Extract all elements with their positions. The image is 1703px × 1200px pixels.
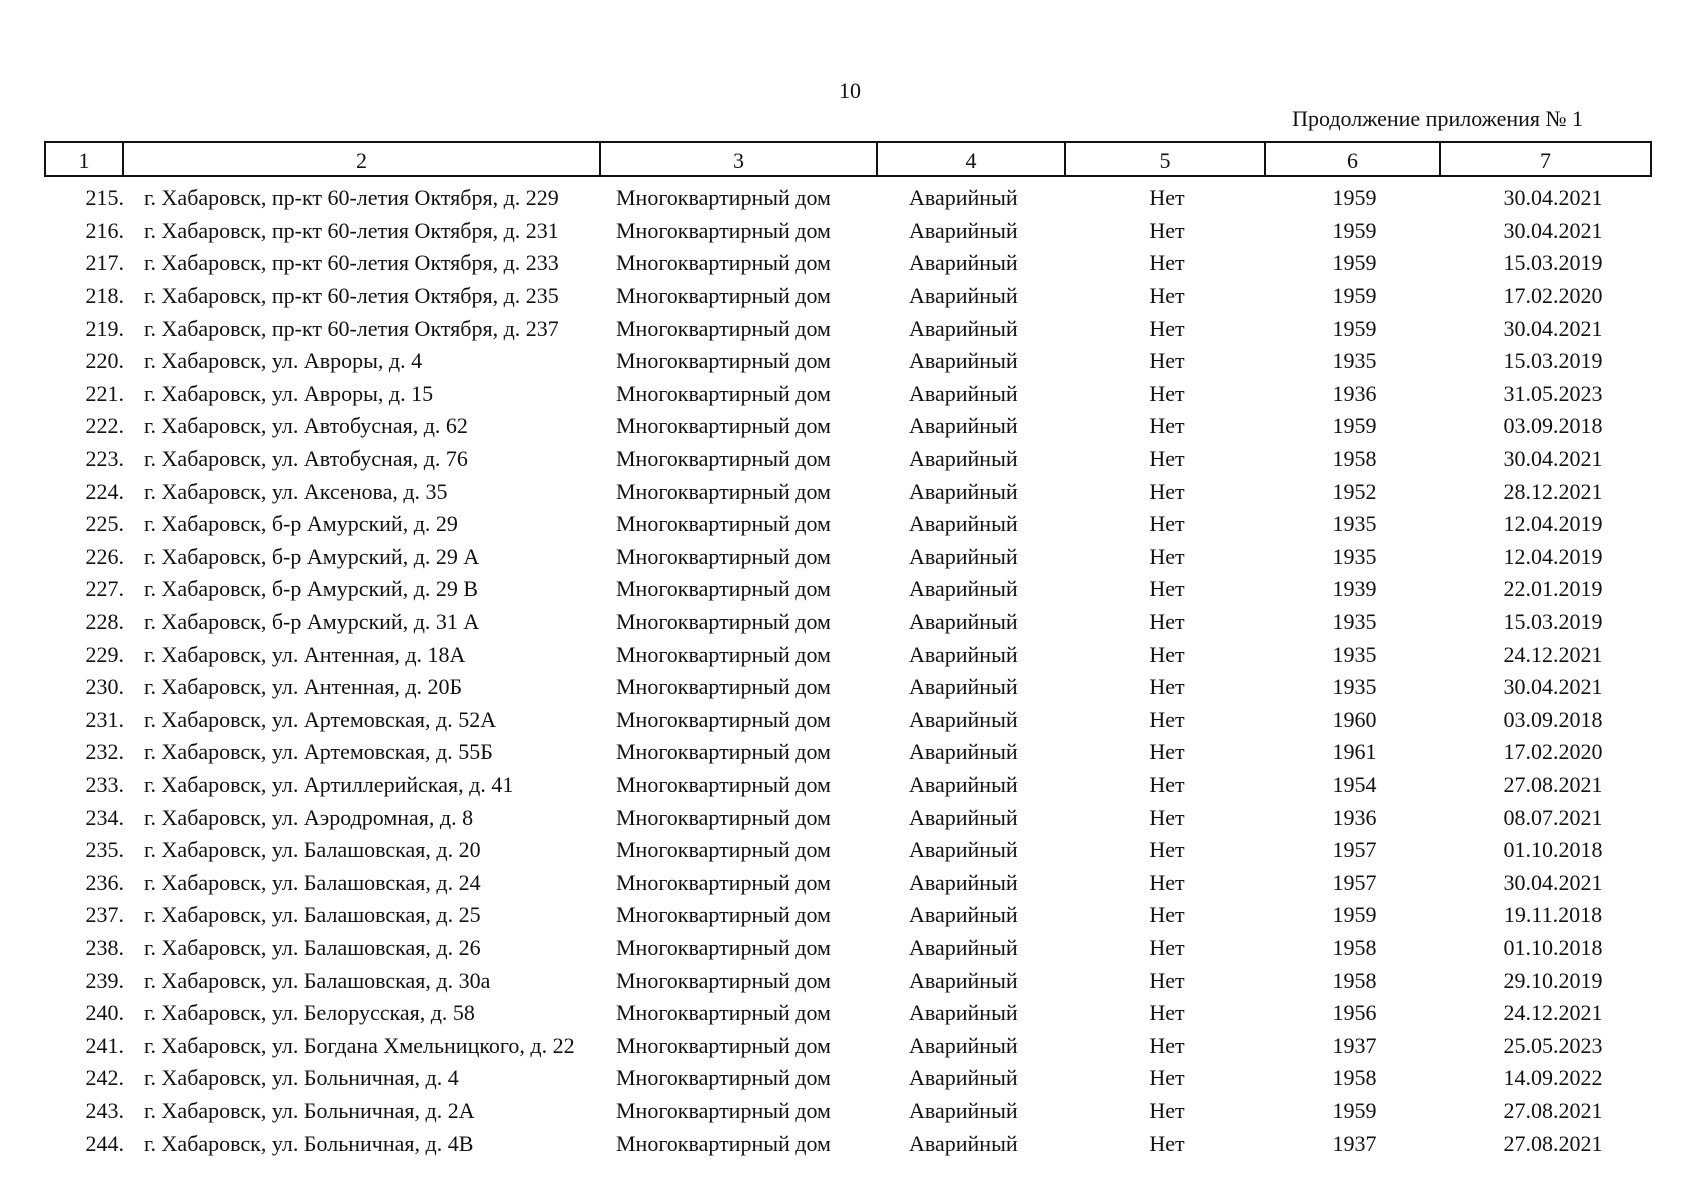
row-date: 31.05.2023 — [1503, 380, 1603, 406]
row-address: г. Хабаровск, ул. Аэродромная, д. 8 — [144, 804, 474, 830]
table-row — [44, 508, 1652, 541]
row-year: 1939 — [1332, 576, 1377, 602]
row-year: 1959 — [1332, 413, 1377, 439]
row-date: 28.12.2021 — [1503, 478, 1603, 504]
row-address: г. Хабаровск, ул. Автобусная, д. 76 — [144, 446, 468, 472]
table-row — [44, 736, 1652, 769]
row-type: Многоквартирный дом — [616, 609, 831, 635]
row-flag: Нет — [1149, 348, 1185, 374]
row-flag: Нет — [1149, 609, 1185, 635]
row-status: Аварийный — [909, 478, 1018, 504]
row-number: 230. — [85, 674, 124, 700]
row-number: 222. — [85, 413, 124, 439]
continuation-label: Продолжение приложения № 1 — [1292, 106, 1583, 131]
row-type: Многоквартирный дом — [616, 837, 831, 863]
row-type: Многоквартирный дом — [616, 1032, 831, 1058]
table-row — [44, 280, 1652, 313]
row-flag: Нет — [1149, 739, 1185, 765]
row-status: Аварийный — [909, 576, 1018, 602]
row-type: Многоквартирный дом — [616, 283, 831, 309]
row-number: 229. — [85, 641, 124, 667]
row-year: 1957 — [1332, 869, 1377, 895]
row-year: 1935 — [1332, 641, 1377, 667]
row-flag: Нет — [1149, 902, 1185, 928]
row-status: Аварийный — [909, 1000, 1018, 1026]
header-col-6: 6 — [1266, 143, 1441, 175]
row-address: г. Хабаровск, б-р Амурский, д. 29 — [144, 511, 458, 537]
row-address: г. Хабаровск, пр-кт 60-летия Октября, д. 233 — [144, 250, 559, 276]
row-address: г. Хабаровск, ул. Балашовская, д. 30а — [144, 967, 491, 993]
row-date: 17.02.2020 — [1503, 283, 1603, 309]
row-number: 241. — [85, 1032, 124, 1058]
row-status: Аварийный — [909, 511, 1018, 537]
row-date: 15.03.2019 — [1503, 250, 1603, 276]
row-type: Многоквартирный дом — [616, 250, 831, 276]
row-year: 1937 — [1332, 1032, 1377, 1058]
row-type: Многоквартирный дом — [616, 217, 831, 243]
table-row — [44, 378, 1652, 411]
row-number: 234. — [85, 804, 124, 830]
table-row — [44, 964, 1652, 997]
table-row — [44, 312, 1652, 345]
row-number: 242. — [85, 1065, 124, 1091]
row-status: Аварийный — [909, 217, 1018, 243]
header-col-1: 1 — [46, 143, 124, 175]
row-flag: Нет — [1149, 250, 1185, 276]
row-status: Аварийный — [909, 315, 1018, 341]
row-date: 27.08.2021 — [1503, 1130, 1603, 1156]
header-col-4: 4 — [878, 143, 1066, 175]
row-date: 27.08.2021 — [1503, 1097, 1603, 1123]
row-type: Многоквартирный дом — [616, 804, 831, 830]
row-number: 236. — [85, 869, 124, 895]
row-number: 243. — [85, 1097, 124, 1123]
table-row — [44, 1095, 1652, 1128]
row-type: Многоквартирный дом — [616, 1130, 831, 1156]
row-flag: Нет — [1149, 315, 1185, 341]
table-row — [44, 866, 1652, 899]
row-date: 14.09.2022 — [1503, 1065, 1603, 1091]
row-status: Аварийный — [909, 380, 1018, 406]
header-col-7: 7 — [1540, 148, 1551, 173]
row-date: 30.04.2021 — [1503, 315, 1603, 341]
row-address: г. Хабаровск, ул. Авроры, д. 15 — [144, 380, 434, 406]
row-flag: Нет — [1149, 804, 1185, 830]
row-number: 215. — [85, 185, 124, 211]
row-address: г. Хабаровск, б-р Амурский, д. 29 В — [144, 576, 479, 602]
table-row — [44, 541, 1652, 574]
row-status: Аварийный — [909, 609, 1018, 635]
row-date: 30.04.2021 — [1503, 185, 1603, 211]
row-type: Многоквартирный дом — [616, 576, 831, 602]
row-date: 25.05.2023 — [1503, 1032, 1603, 1058]
row-flag: Нет — [1149, 478, 1185, 504]
row-date: 03.09.2018 — [1503, 706, 1603, 732]
row-address: г. Хабаровск, пр-кт 60-летия Октября, д. 235 — [144, 283, 559, 309]
row-address: г. Хабаровск, ул. Аксенова, д. 35 — [144, 478, 448, 504]
row-flag: Нет — [1149, 967, 1185, 993]
row-type: Многоквартирный дом — [616, 478, 831, 504]
row-date: 01.10.2018 — [1503, 837, 1603, 863]
row-address: г. Хабаровск, пр-кт 60-летия Октября, д. 231 — [144, 217, 559, 243]
row-number: 220. — [85, 348, 124, 374]
row-number: 232. — [85, 739, 124, 765]
row-date: 17.02.2020 — [1503, 739, 1603, 765]
table-row — [44, 671, 1652, 704]
row-date: 30.04.2021 — [1503, 217, 1603, 243]
row-flag: Нет — [1149, 837, 1185, 863]
table-row — [44, 606, 1652, 639]
table-row — [44, 1062, 1652, 1095]
row-date: 29.10.2019 — [1503, 967, 1603, 993]
row-number: 231. — [85, 706, 124, 732]
row-date: 19.11.2018 — [1503, 902, 1603, 928]
row-number: 233. — [85, 771, 124, 797]
row-type: Многоквартирный дом — [616, 902, 831, 928]
row-address: г. Хабаровск, ул. Антенная, д. 20Б — [144, 674, 463, 700]
row-date: 24.12.2021 — [1503, 641, 1603, 667]
row-status: Аварийный — [909, 1130, 1018, 1156]
table-row — [44, 443, 1652, 476]
row-address: г. Хабаровск, ул. Балашовская, д. 26 — [144, 934, 481, 960]
row-address: г. Хабаровск, пр-кт 60-летия Октября, д. 237 — [144, 315, 559, 341]
header-col-3: 3 — [601, 143, 878, 175]
row-address: г. Хабаровск, ул. Больничная, д. 2А — [144, 1097, 475, 1123]
row-flag: Нет — [1149, 283, 1185, 309]
row-year: 1959 — [1332, 217, 1377, 243]
row-number: 216. — [85, 217, 124, 243]
row-number: 235. — [85, 837, 124, 863]
row-address: г. Хабаровск, ул. Антенная, д. 18А — [144, 641, 466, 667]
row-flag: Нет — [1149, 413, 1185, 439]
row-flag: Нет — [1149, 543, 1185, 569]
table-row — [44, 638, 1652, 671]
row-flag: Нет — [1149, 934, 1185, 960]
table-header — [44, 141, 1652, 177]
row-type: Многоквартирный дом — [616, 674, 831, 700]
row-type: Многоквартирный дом — [616, 641, 831, 667]
row-year: 1936 — [1332, 380, 1377, 406]
row-number: 224. — [85, 478, 124, 504]
row-status: Аварийный — [909, 250, 1018, 276]
row-type: Многоквартирный дом — [616, 1097, 831, 1123]
row-date: 12.04.2019 — [1503, 543, 1603, 569]
row-flag: Нет — [1149, 1032, 1185, 1058]
row-type: Многоквартирный дом — [616, 315, 831, 341]
row-status: Аварийный — [909, 902, 1018, 928]
row-address: г. Хабаровск, ул. Балашовская, д. 20 — [144, 837, 481, 863]
table-row — [44, 769, 1652, 802]
table-row — [44, 475, 1652, 508]
row-number: 217. — [85, 250, 124, 276]
row-flag: Нет — [1149, 446, 1185, 472]
row-year: 1958 — [1332, 1065, 1377, 1091]
row-year: 1959 — [1332, 250, 1377, 276]
row-year: 1959 — [1332, 1097, 1377, 1123]
row-number: 238. — [85, 934, 124, 960]
row-number: 218. — [85, 283, 124, 309]
row-year: 1956 — [1332, 1000, 1377, 1026]
row-date: 30.04.2021 — [1503, 674, 1603, 700]
row-year: 1960 — [1332, 706, 1377, 732]
row-status: Аварийный — [909, 706, 1018, 732]
table-row — [44, 215, 1652, 248]
table-row — [44, 182, 1652, 215]
row-address: г. Хабаровск, б-р Амурский, д. 31 А — [144, 609, 480, 635]
row-flag: Нет — [1149, 1130, 1185, 1156]
row-address: г. Хабаровск, б-р Амурский, д. 29 А — [144, 543, 480, 569]
row-flag: Нет — [1149, 869, 1185, 895]
row-status: Аварийный — [909, 967, 1018, 993]
table-row — [44, 247, 1652, 280]
row-year: 1935 — [1332, 609, 1377, 635]
row-number: 225. — [85, 511, 124, 537]
row-status: Аварийный — [909, 1032, 1018, 1058]
row-status: Аварийный — [909, 641, 1018, 667]
row-address: г. Хабаровск, ул. Авроры, д. 4 — [144, 348, 423, 374]
row-status: Аварийный — [909, 771, 1018, 797]
row-type: Многоквартирный дом — [616, 771, 831, 797]
row-year: 1959 — [1332, 902, 1377, 928]
row-date: 15.03.2019 — [1503, 348, 1603, 374]
row-year: 1959 — [1332, 185, 1377, 211]
row-flag: Нет — [1149, 706, 1185, 732]
row-type: Многоквартирный дом — [616, 869, 831, 895]
row-status: Аварийный — [909, 446, 1018, 472]
row-type: Многоквартирный дом — [616, 1065, 831, 1091]
row-type: Многоквартирный дом — [616, 380, 831, 406]
row-year: 1958 — [1332, 967, 1377, 993]
row-type: Многоквартирный дом — [616, 934, 831, 960]
row-status: Аварийный — [909, 413, 1018, 439]
row-number: 240. — [85, 1000, 124, 1026]
row-date: 01.10.2018 — [1503, 934, 1603, 960]
row-type: Многоквартирный дом — [616, 706, 831, 732]
row-status: Аварийный — [909, 185, 1018, 211]
row-flag: Нет — [1149, 641, 1185, 667]
row-status: Аварийный — [909, 934, 1018, 960]
header-col-2: 2 — [124, 143, 601, 175]
row-flag: Нет — [1149, 771, 1185, 797]
row-flag: Нет — [1149, 185, 1185, 211]
row-number: 219. — [85, 315, 124, 341]
row-status: Аварийный — [909, 869, 1018, 895]
row-date: 24.12.2021 — [1503, 1000, 1603, 1026]
row-date: 27.08.2021 — [1503, 771, 1603, 797]
row-address: г. Хабаровск, ул. Артемовская, д. 52А — [144, 706, 497, 732]
row-year: 1954 — [1332, 771, 1377, 797]
row-year: 1958 — [1332, 446, 1377, 472]
table-row — [44, 573, 1652, 606]
row-status: Аварийный — [909, 837, 1018, 863]
row-status: Аварийный — [909, 1065, 1018, 1091]
row-status: Аварийный — [909, 1097, 1018, 1123]
row-date: 03.09.2018 — [1503, 413, 1603, 439]
row-year: 1935 — [1332, 543, 1377, 569]
row-status: Аварийный — [909, 348, 1018, 374]
row-type: Многоквартирный дом — [616, 446, 831, 472]
row-year: 1935 — [1332, 674, 1377, 700]
row-address: г. Хабаровск, ул. Балашовская, д. 24 — [144, 869, 481, 895]
row-type: Многоквартирный дом — [616, 413, 831, 439]
table-row — [44, 899, 1652, 932]
row-date: 12.04.2019 — [1503, 511, 1603, 537]
table-row — [44, 1127, 1652, 1160]
row-address: г. Хабаровск, ул. Больничная, д. 4В — [144, 1130, 474, 1156]
row-address: г. Хабаровск, ул. Белорусская, д. 58 — [144, 1000, 475, 1026]
table-row — [44, 704, 1652, 737]
row-type: Многоквартирный дом — [616, 1000, 831, 1026]
row-date: 22.01.2019 — [1503, 576, 1603, 602]
row-address: г. Хабаровск, ул. Артемовская, д. 55Б — [144, 739, 493, 765]
row-number: 226. — [85, 543, 124, 569]
row-flag: Нет — [1149, 1097, 1185, 1123]
row-date: 15.03.2019 — [1503, 609, 1603, 635]
row-date: 30.04.2021 — [1503, 446, 1603, 472]
page-number: 10 — [839, 78, 861, 103]
row-number: 237. — [85, 902, 124, 928]
row-date: 08.07.2021 — [1503, 804, 1603, 830]
row-flag: Нет — [1149, 576, 1185, 602]
row-flag: Нет — [1149, 217, 1185, 243]
row-status: Аварийный — [909, 804, 1018, 830]
row-status: Аварийный — [909, 739, 1018, 765]
row-address: г. Хабаровск, ул. Артиллерийская, д. 41 — [144, 771, 514, 797]
row-type: Многоквартирный дом — [616, 543, 831, 569]
row-year: 1957 — [1332, 837, 1377, 863]
row-date: 30.04.2021 — [1503, 869, 1603, 895]
row-number: 244. — [85, 1130, 124, 1156]
row-status: Аварийный — [909, 543, 1018, 569]
row-year: 1961 — [1332, 739, 1377, 765]
table-row — [44, 932, 1652, 965]
row-flag: Нет — [1149, 380, 1185, 406]
row-type: Многоквартирный дом — [616, 348, 831, 374]
row-year: 1958 — [1332, 934, 1377, 960]
row-type: Многоквартирный дом — [616, 739, 831, 765]
row-year: 1959 — [1332, 283, 1377, 309]
row-number: 239. — [85, 967, 124, 993]
table-row — [44, 410, 1652, 443]
table-row — [44, 834, 1652, 867]
row-year: 1959 — [1332, 315, 1377, 341]
row-type: Многоквартирный дом — [616, 185, 831, 211]
row-year: 1935 — [1332, 511, 1377, 537]
row-type: Многоквартирный дом — [616, 511, 831, 537]
header-col-5: 5 — [1066, 143, 1266, 175]
row-flag: Нет — [1149, 674, 1185, 700]
row-address: г. Хабаровск, пр-кт 60-летия Октября, д. 229 — [144, 185, 559, 211]
row-address: г. Хабаровск, ул. Богдана Хмельницкого, д. 22 — [144, 1032, 575, 1058]
row-number: 223. — [85, 446, 124, 472]
row-status: Аварийный — [909, 283, 1018, 309]
table-row — [44, 1029, 1652, 1062]
row-year: 1936 — [1332, 804, 1377, 830]
table-row — [44, 345, 1652, 378]
table-body — [44, 182, 1652, 1160]
row-year: 1935 — [1332, 348, 1377, 374]
table-row — [44, 997, 1652, 1030]
row-number: 228. — [85, 609, 124, 635]
row-flag: Нет — [1149, 511, 1185, 537]
row-address: г. Хабаровск, ул. Автобусная, д. 62 — [144, 413, 468, 439]
row-year: 1952 — [1332, 478, 1377, 504]
row-address: г. Хабаровск, ул. Балашовская, д. 25 — [144, 902, 481, 928]
row-number: 227. — [85, 576, 124, 602]
row-type: Многоквартирный дом — [616, 967, 831, 993]
row-year: 1937 — [1332, 1130, 1377, 1156]
row-flag: Нет — [1149, 1000, 1185, 1026]
table-row — [44, 801, 1652, 834]
row-address: г. Хабаровск, ул. Больничная, д. 4 — [144, 1065, 459, 1091]
row-status: Аварийный — [909, 674, 1018, 700]
row-number: 221. — [85, 380, 124, 406]
row-flag: Нет — [1149, 1065, 1185, 1091]
